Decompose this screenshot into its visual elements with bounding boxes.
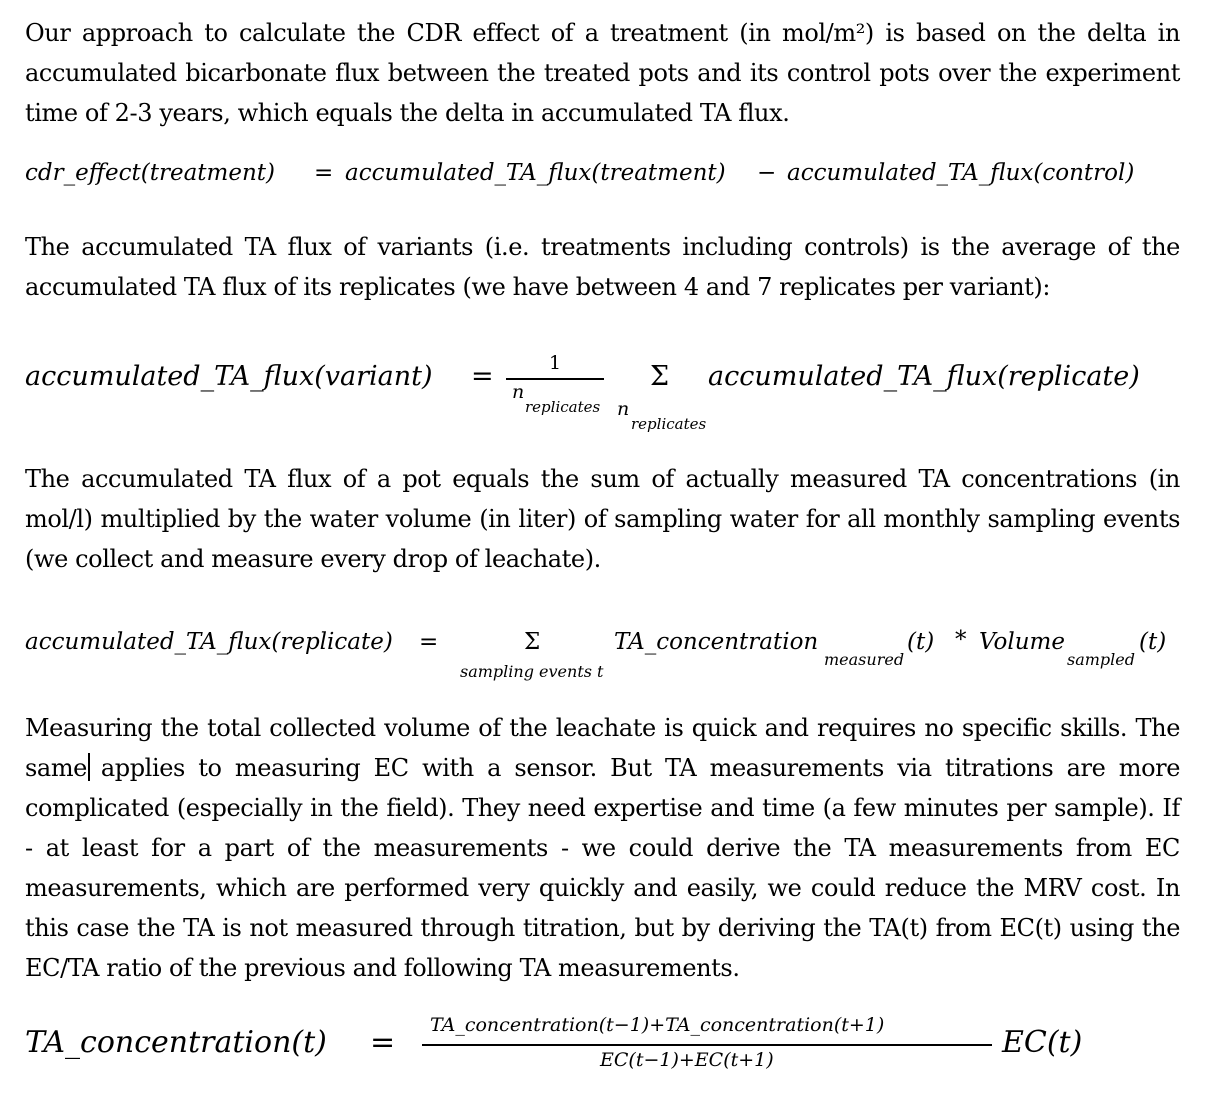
eq4-numerator: TA_concentration(t−1)+TA_concentration(t+1) [430, 1014, 885, 1036]
eq3-times: * [955, 627, 967, 653]
eq4-fraction-bar [422, 1044, 992, 1046]
pot-flux-paragraph: The accumulated TA flux of a pot equals the sum of actually measured TA concentrations (in mol/l) multiplied by the water volume (in liter) of sampling water for all monthly sampling events (we collect and measure every drop of leachate). [25, 465, 1180, 573]
eq3-sum-under: sampling events t [460, 662, 604, 681]
eq3-t2: (t) [1139, 629, 1167, 655]
eq2-sum-sub: replicates [631, 415, 707, 433]
eq1-term-control: accumulated_TA_flux(control) [787, 160, 1135, 186]
eq2-equals: = [471, 361, 494, 392]
eq2-den-n: n [512, 381, 525, 403]
para4-start: Measuring the total collected volume of the leachate is quick and requires no specific skills. The same [25, 714, 1180, 782]
eq2-numerator: 1 [549, 352, 562, 374]
eq2-sum-n: n [617, 398, 630, 420]
variants-paragraph: The accumulated TA flux of variants (i.e. treatments including controls) is the average of the accumulated TA flux of its replicates (we have between 4 and 7 replicates per variant): [25, 233, 1180, 301]
eq4-equals: = [370, 1025, 396, 1060]
eq3-sigma: Σ [524, 629, 541, 655]
eq3-vol-sub: sampled [1067, 650, 1135, 669]
eq4-lhs: TA_concentration(t) [25, 1025, 327, 1060]
intro-paragraph: Our approach to calculate the CDR effect of a treatment (in mol/m²) is based on the delta in accumulated bicarbonate flux between the treated pots and its control pots over the experiment time of 2-3 years, which equals the delta in accumulated TA flux. [25, 19, 1180, 127]
eq4-rhs: EC(t) [1002, 1025, 1083, 1060]
eq2-sigma: Σ [650, 361, 670, 392]
eq3-concentration: TA_concentration [614, 629, 819, 655]
eq2-rhs: accumulated_TA_flux(replicate) [708, 361, 1140, 392]
eq1-equals: = [314, 160, 334, 186]
eq3-t1: (t) [907, 629, 935, 655]
eq1-term-treatment: accumulated_TA_flux(treatment) [345, 160, 726, 186]
eq2-den-sub: replicates [525, 398, 601, 416]
eq1-lhs: cdr_effect(treatment) [25, 160, 275, 186]
eq3-conc-sub: measured [824, 650, 905, 669]
eq2-fraction-bar [506, 378, 604, 380]
para4-rest: applies to measuring EC with a sensor. But TA measurements via titrations are more complicated (especially in the field). They need expertise and time (a few minutes per sample). If - at least for a part of the measurements - we could derive the TA measurements from EC measurements, which are performed very quickly and easily, we could reduce the MRV cost. In this case the TA is not measured through titration, but by deriving the TA(t) from EC(t) using the EC/TA ratio of the previous and following TA measurements. [25, 754, 1180, 982]
eq3-lhs: accumulated_TA_flux(replicate) [25, 629, 393, 655]
eq1-minus: − [757, 160, 777, 186]
eq2-lhs: accumulated_TA_flux(variant) [25, 361, 433, 392]
ec-measurement-paragraph [25, 708, 1180, 988]
eq4-denominator: EC(t−1)+EC(t+1) [600, 1049, 774, 1071]
eq3-equals: = [419, 629, 439, 655]
eq3-volume: Volume [979, 629, 1065, 655]
